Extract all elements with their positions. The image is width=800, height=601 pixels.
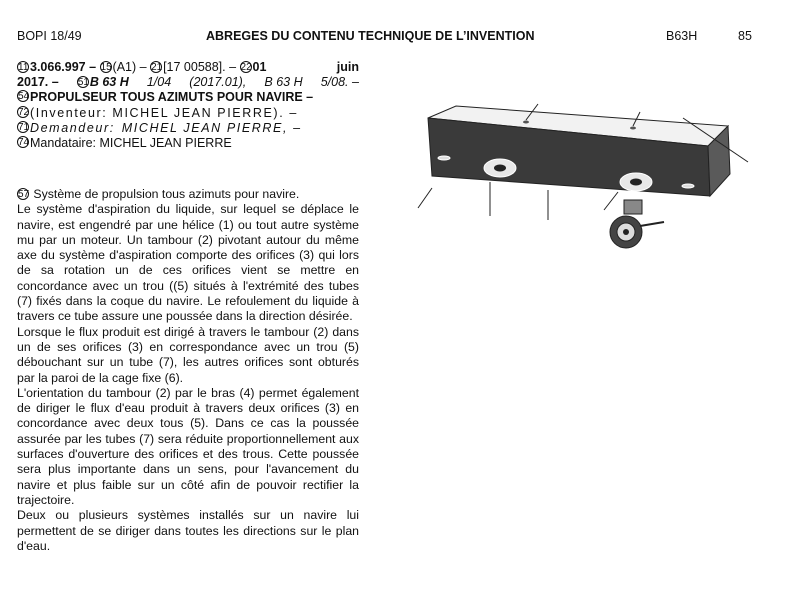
abstract-paragraph-1: Le système d'aspiration du liquide, sur lequel se déplace le navire, est engendré par une hélice (1) ou tout autre système mu par un moteur. Un tambour (2) pivotant autour du même axe du système d'aspiration comporte des orifices (3) qui lors de sa rotation un de ces orifices vient se mettre en concordance avec un trou ((5) situés à l'extrémité des tubes (7) fixés dans la coque du navire. Le refoulement du liquide à travers ce tube assure une poussée dans la direction désirée.: [17, 202, 359, 324]
leader-line-3: [418, 188, 432, 208]
inid-code-71: 71: [18, 121, 30, 133]
biblio-line-1: [17, 60, 359, 75]
leader-line-6: [604, 192, 618, 210]
class-code: B63H: [666, 29, 698, 43]
ipc-class-1: B 63 H: [89, 75, 129, 90]
ipc-class-2: B 63 H: [264, 75, 303, 90]
filing-month: juin: [336, 60, 359, 74]
inid-code-22: 22: [240, 62, 252, 73]
inventor: (Inventeur: MICHEL JEAN PIERRE). –: [30, 105, 298, 120]
inid-code-74: 74: [18, 137, 30, 149]
abstract-intro-text: Système de propulsion tous azimuts pour navire.: [33, 187, 300, 201]
inid-code-11: 11: [18, 62, 29, 73]
drum-support: [624, 200, 642, 214]
drum-hub: [623, 229, 629, 235]
bibliographic-data: [17, 60, 359, 151]
abstract-paragraph-2: Lorsque le flux produit est dirigé à travers le tambour (2) dans un de ses orifices (3) en correspondance avec un trou (5) débouchant sur un tube (7), les autres orifices sont obturés par la paroi de la cage fixe (6).: [17, 324, 359, 385]
page-header: [17, 29, 787, 45]
bulletin-number: BOPI 18/49: [17, 29, 82, 43]
applicant-label: Demandeur:: [30, 120, 115, 135]
biblio-line-2: [17, 75, 359, 90]
filing-day: 01: [252, 60, 267, 74]
abstract-paragraph-4: Deux ou plusieurs systèmes installés sur un navire lui permettent de se diriger dans toutes les directions sur le plan d'eau.: [17, 508, 359, 553]
biblio-line-4: [17, 106, 359, 121]
biblio-line-6: [17, 136, 359, 151]
inid-code-57: 57: [18, 189, 30, 200]
abstract: [17, 187, 359, 554]
inid-code-51: 51: [77, 77, 89, 89]
page-number: 85: [738, 29, 752, 43]
abstract-intro: [17, 187, 359, 202]
abstract-paragraph-3: L'orientation du tambour (2) par le bras (4) permet également de diriger le flux d'eau produit à travers deux orifices (3) en concordance avec deux tous (5). Dans ce cas la poussée assurée par les tubes (7) sera réduite proportionnellement aux surfaces d'ouverture des orifices et des trous. Cette poussée sera plus importante dans un sens, pour l'avancement du navire et plus faible sur un côté afin de pouvoir rectifier la trajectoire.: [17, 385, 359, 507]
orifice-left-inner: [494, 165, 506, 172]
page-title: ABREGES DU CONTENU TECHNIQUE DE L’INVENTION: [206, 29, 535, 43]
agent: Mandataire: MICHEL JEAN PIERRE: [30, 136, 232, 151]
filing-year: 2017. –: [17, 75, 59, 90]
ipc-group-2: 5/08. –: [320, 75, 359, 90]
patent-drawing: [408, 98, 768, 258]
applicant: MICHEL JEAN PIERRE, –: [121, 120, 302, 135]
top-hole-1: [523, 121, 529, 124]
ipc-group-1: 1/04: [146, 75, 172, 90]
biblio-line-5: [17, 121, 359, 136]
inid-code-72: 72: [18, 106, 30, 118]
biblio-line-3: [17, 90, 359, 105]
invention-title: PROPULSEUR TOUS AZIMUTS POUR NAVIRE –: [30, 90, 314, 105]
publication-number: 3.066.997 –: [30, 60, 97, 74]
orifice-right-inner: [630, 179, 642, 186]
ipc-version-1: (2017.01),: [189, 75, 247, 90]
slot-right: [682, 184, 694, 188]
top-hole-2: [630, 127, 636, 130]
inid-code-54: 54: [18, 91, 30, 103]
inid-code-21: 21: [151, 62, 163, 73]
inid-code-15: 15: [100, 62, 112, 73]
drum-arm: [640, 222, 664, 226]
slot-left: [438, 156, 450, 160]
application-number: [17 00588]. –: [163, 60, 237, 74]
kind-code: (A1) –: [112, 60, 147, 74]
